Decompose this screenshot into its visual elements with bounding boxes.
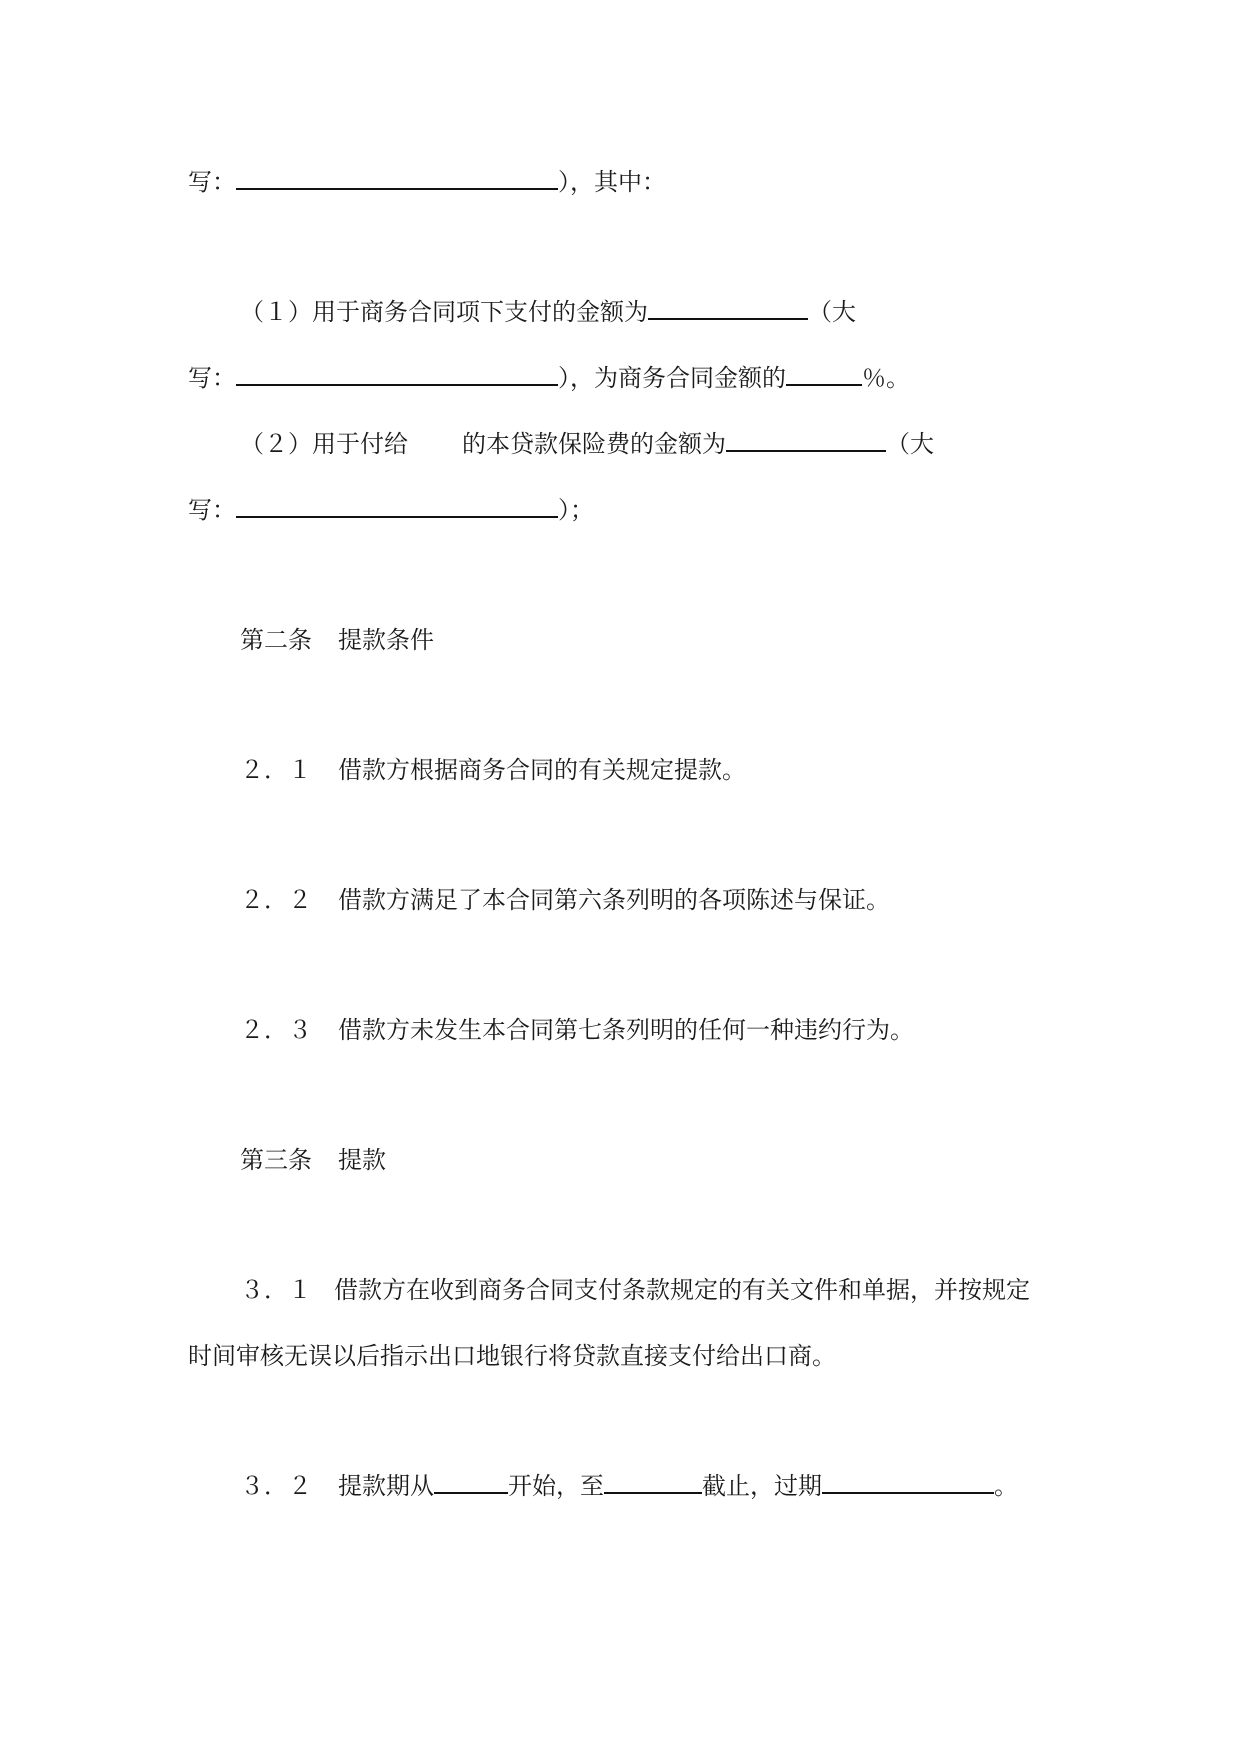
text: ）；: [558, 496, 594, 524]
blank-field[interactable]: [236, 362, 558, 386]
text: 开始，至: [508, 1472, 604, 1500]
clause-3-1: [240, 1274, 1030, 1306]
heading-article-3: [240, 1144, 386, 1176]
text: （大: [808, 298, 856, 326]
clause-text: 借款方未发生本合同第七条列明的任何一种违约行为。: [338, 1016, 914, 1044]
blank-field[interactable]: [236, 166, 558, 190]
clause-2-3: [240, 1014, 914, 1046]
clause-text: 借款方根据商务合同的有关规定提款。: [338, 756, 746, 784]
text: ％。: [862, 364, 910, 392]
article-number: 第二条: [240, 626, 312, 654]
clause-2-1: [240, 754, 746, 786]
blank-field[interactable]: [726, 428, 886, 452]
blank-field[interactable]: [822, 1470, 994, 1494]
text: 的本贷款保险费的金额为: [462, 430, 726, 458]
text: （大: [886, 430, 934, 458]
text: ），为商务合同金额的: [558, 364, 786, 392]
clause-number: ３．１: [240, 1276, 312, 1304]
paragraph-item-1-cont: [188, 362, 910, 394]
clause-3-2: [240, 1470, 1018, 1502]
clause-text: 借款方满足了本合同第六条列明的各项陈述与保证。: [338, 886, 890, 914]
heading-article-2: [240, 624, 434, 656]
clause-3-1-cont: [188, 1340, 836, 1372]
clause-text: 时间审核无误以后指示出口地银行将贷款直接支付给出口商。: [188, 1342, 836, 1370]
clause-number: ２．２: [240, 886, 312, 914]
text: ），其中：: [558, 168, 666, 196]
paragraph-item-2-cont: [188, 494, 594, 526]
blank-field[interactable]: [786, 362, 862, 386]
paragraph-item-2: [240, 428, 934, 460]
clause-number: ２．１: [240, 756, 312, 784]
text: （２）用于付给: [240, 430, 408, 458]
clause-number: ２．３: [240, 1016, 312, 1044]
blank-field[interactable]: [648, 296, 808, 320]
clause-number: ３．２: [240, 1472, 312, 1500]
blank-field[interactable]: [604, 1470, 702, 1494]
text: 截止，过期: [702, 1472, 822, 1500]
article-title: 提款: [338, 1146, 386, 1174]
text: 写：: [188, 496, 236, 524]
text: 写：: [188, 364, 236, 392]
blank-field[interactable]: [434, 1470, 508, 1494]
article-title: 提款条件: [338, 626, 434, 654]
text: （１）用于商务合同项下支付的金额为: [240, 298, 648, 326]
blank-field[interactable]: [236, 494, 558, 518]
clause-2-2: [240, 884, 890, 916]
text: 提款期从: [338, 1472, 434, 1500]
clause-text: 借款方在收到商务合同支付条款规定的有关文件和单据，并按规定: [334, 1276, 1030, 1304]
paragraph-total-amount-cont: [188, 166, 666, 198]
article-number: 第三条: [240, 1146, 312, 1174]
text: 写：: [188, 168, 236, 196]
paragraph-item-1: [240, 296, 856, 328]
text: 。: [994, 1472, 1018, 1500]
